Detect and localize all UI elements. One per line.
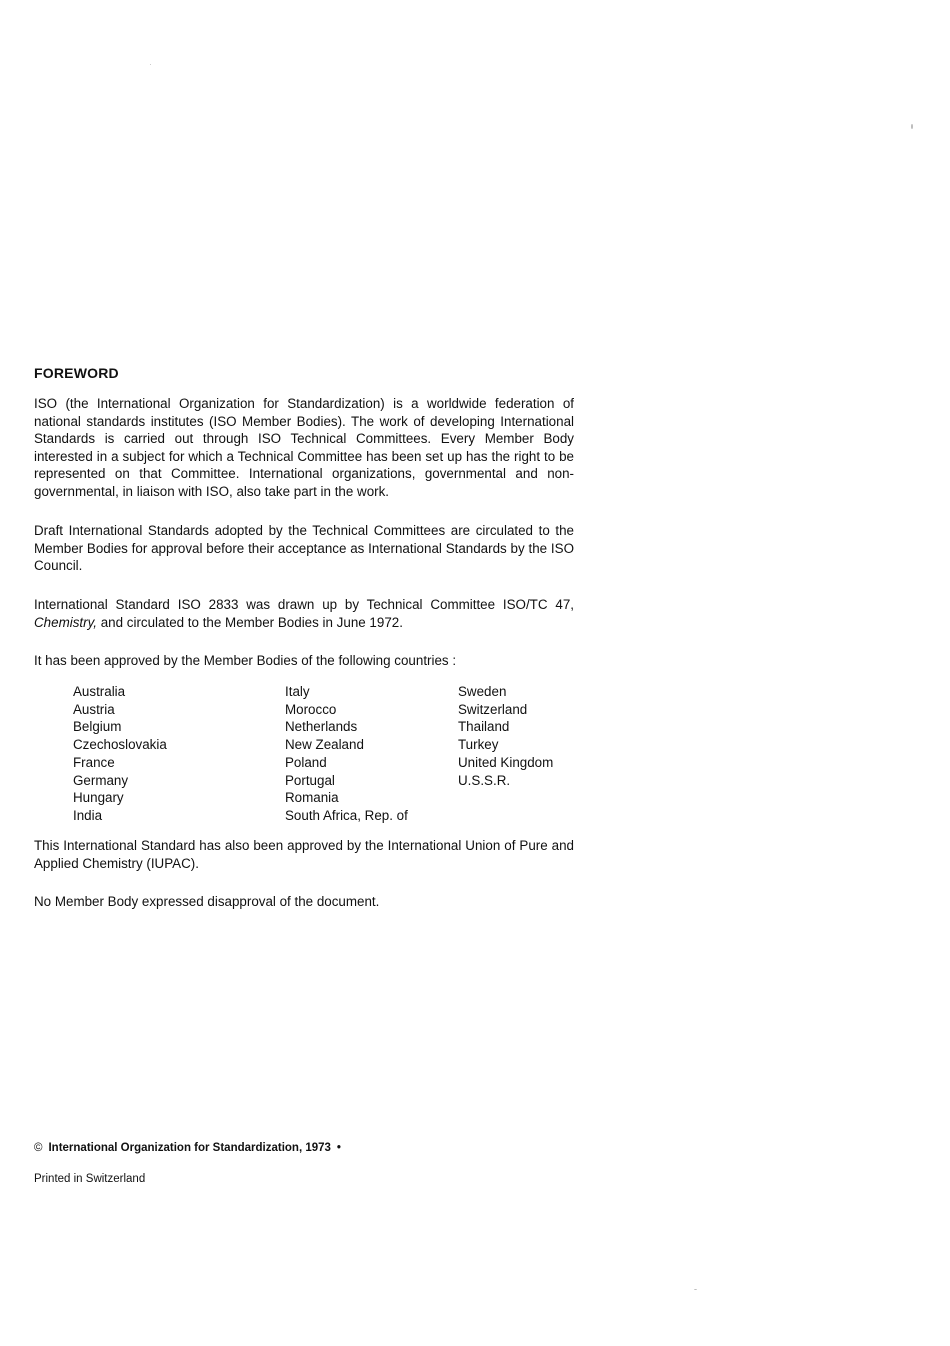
country-column-2 bbox=[285, 683, 408, 825]
country-item: Poland bbox=[285, 754, 327, 770]
iupac-approval-paragraph: This International Standard has also been approved by the International Union of Pure and Applied Chemistry (IUPAC). bbox=[34, 838, 574, 871]
printed-in-line: Printed in Switzerland bbox=[34, 1173, 146, 1185]
country-item: France bbox=[73, 754, 115, 770]
country-item: Switzerland bbox=[458, 701, 528, 717]
country-item: South Africa, Rep. of bbox=[285, 807, 408, 823]
country-item: New Zealand bbox=[285, 737, 364, 753]
country-item: Austria bbox=[73, 701, 115, 717]
scan-speck bbox=[694, 1289, 697, 1290]
scan-speck bbox=[150, 64, 151, 65]
country-item: Australia bbox=[73, 684, 126, 699]
disapproval-statement: No Member Body expressed disapproval of the document. bbox=[34, 894, 380, 909]
copyright-line bbox=[34, 1142, 341, 1154]
approval-intro: It has been approved by the Member Bodies of the following countries : bbox=[34, 653, 457, 668]
country-item: Netherlands bbox=[285, 719, 358, 735]
country-column-3 bbox=[458, 683, 553, 789]
foreword-paragraph-drafts: Draft International Standards adopted by the Technical Committees are circulated to the Member Bodies for approval before their acceptance as International Standards by the ISO Council. bbox=[34, 523, 574, 573]
committee-name: Chemistry, bbox=[34, 614, 97, 630]
standard-origin-text-end: and circulated to the Member Bodies in June 1972. bbox=[97, 614, 403, 630]
country-item: Belgium bbox=[73, 719, 122, 735]
country-item: Morocco bbox=[285, 701, 337, 717]
copyright-text: International Organization for Standardization, 1973 bbox=[48, 1142, 331, 1154]
standard-origin-text: International Standard ISO 2833 was drawn up by Technical Committee ISO/TC 47, bbox=[34, 597, 574, 612]
bullet-mark: • bbox=[336, 1142, 341, 1154]
country-item: Thailand bbox=[458, 719, 510, 735]
country-item: India bbox=[73, 807, 103, 823]
country-item: Italy bbox=[285, 684, 310, 699]
country-item: Romania bbox=[285, 790, 339, 806]
country-item: United Kingdom bbox=[458, 754, 554, 770]
copyright-symbol: © bbox=[34, 1142, 43, 1154]
country-item: U.S.S.R. bbox=[458, 772, 511, 788]
country-item: Germany bbox=[73, 772, 129, 788]
foreword-paragraph-iso: ISO (the International Organization for Standardization) is a worldwide federation of national standards institutes (ISO Member Bodies). The work of developing International Standards is carried out through ISO Technical Committees. Every Member Body interested in a subject for which a Technical Committee has been set up has the right to be represented on that Committee. International organizations, governmental and non-governmental, in liaison with ISO, also take part in the work. bbox=[34, 396, 574, 499]
country-item: Hungary bbox=[73, 790, 124, 806]
country-column-1 bbox=[73, 683, 167, 825]
foreword-paragraph-standard-origin bbox=[34, 596, 574, 631]
scan-speck bbox=[911, 124, 913, 129]
country-item: Sweden bbox=[458, 684, 507, 699]
country-item: Czechoslovakia bbox=[73, 737, 167, 753]
country-item: Portugal bbox=[285, 772, 335, 788]
country-item: Turkey bbox=[458, 737, 499, 753]
foreword-heading: FOREWORD bbox=[34, 365, 119, 381]
